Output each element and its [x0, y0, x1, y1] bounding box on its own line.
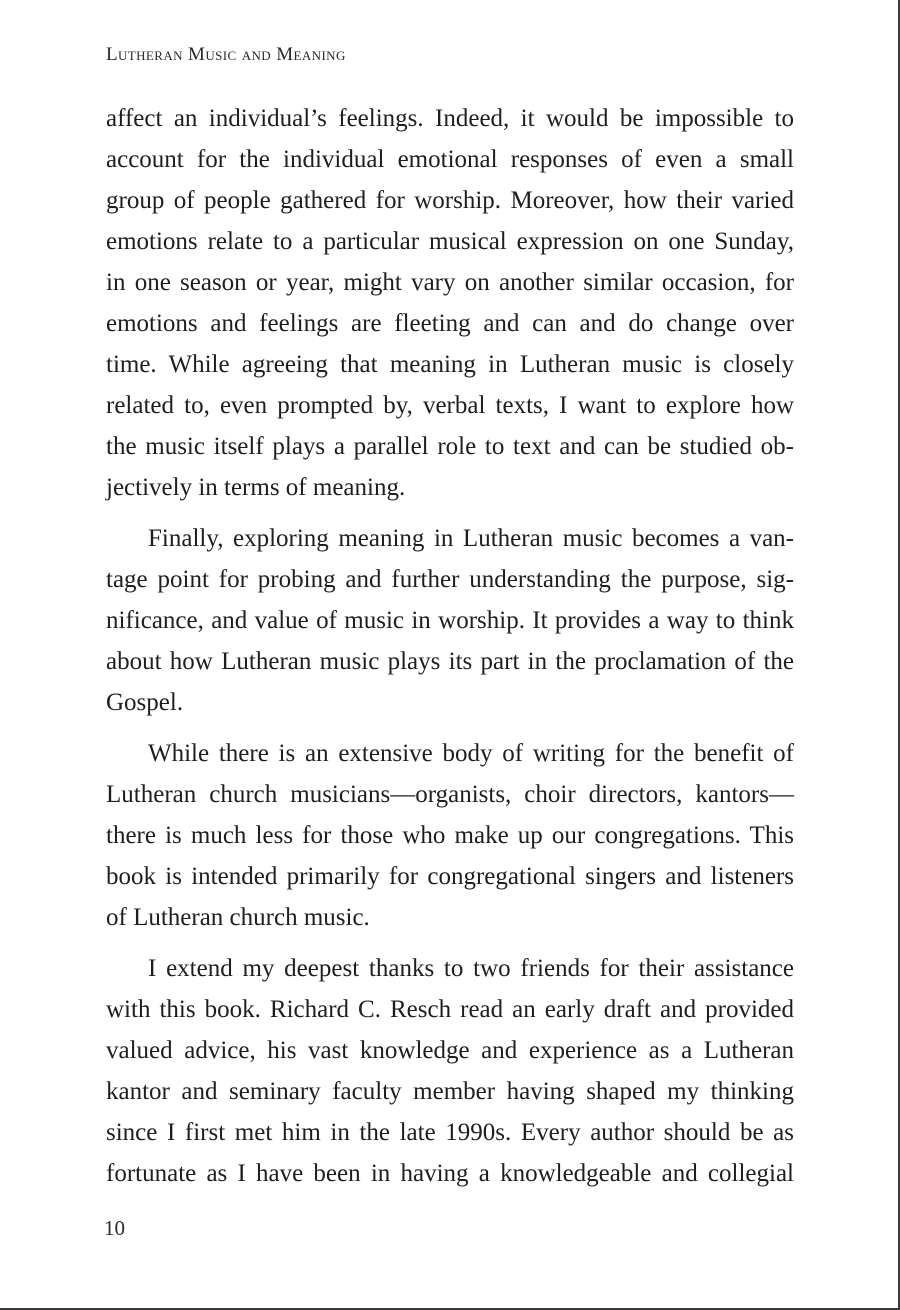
text-line: with this book. Richard C. Resch read an early draft and provided	[106, 996, 794, 1023]
text-line: emotions and feelings are fleeting and can and do change over	[106, 310, 794, 337]
text-line: in one season or year, might vary on another similar occasion, for	[106, 269, 794, 296]
text-line: time. While agreeing that meaning in Lutheran music is closely	[106, 351, 794, 378]
text-line: kantor and seminary faculty member having shaped my thinking	[106, 1078, 794, 1105]
text-line: Finally, exploring meaning in Lutheran music becomes a van-	[148, 525, 794, 552]
body-text	[106, 98, 794, 1204]
text-line: the music itself plays a parallel role to text and can be studied ob-	[106, 433, 794, 460]
text-line: affect an individual’s feelings. Indeed, it would be impossible to	[106, 105, 794, 132]
paragraph-3	[106, 733, 794, 938]
text-line: related to, even prompted by, verbal texts, I want to explore how	[106, 392, 794, 419]
text-line: I extend my deepest thanks to two friends for their assistance	[148, 955, 794, 982]
text-line: jectively in terms of meaning.	[106, 474, 406, 501]
text-line: While there is an extensive body of writing for the benefit of	[148, 740, 794, 767]
text-line: nificance, and value of music in worship. It provides a way to think	[106, 607, 794, 634]
text-line: fortunate as I have been in having a knowledgeable and collegial	[106, 1160, 794, 1187]
text-line: Gospel.	[106, 689, 184, 716]
text-line: Lutheran church musicians—organists, choir directors, kantors—	[106, 781, 794, 808]
text-line: since I first met him in the late 1990s. Every author should be as	[106, 1119, 794, 1146]
text-line: about how Lutheran music plays its part in the proclamation of the	[106, 648, 794, 675]
paragraph-4	[106, 948, 794, 1194]
running-head: Lutheran Music and Meaning	[106, 44, 346, 65]
text-line: group of people gathered for worship. Moreover, how their varied	[106, 187, 794, 214]
text-line: account for the individual emotional responses of even a small	[106, 146, 794, 173]
page-number: 10	[104, 1216, 125, 1240]
text-line: book is intended primarily for congregational singers and listeners	[106, 863, 794, 890]
text-line: of Lutheran church music.	[106, 904, 370, 931]
paragraph-1	[106, 98, 794, 508]
text-line: valued advice, his vast knowledge and experience as a Lutheran	[106, 1037, 794, 1064]
paragraph-2	[106, 518, 794, 723]
text-line: tage point for probing and further understanding the purpose, sig-	[106, 566, 794, 593]
text-line: there is much less for those who make up our congregations. This	[106, 822, 794, 849]
text-line: emotions relate to a particular musical expression on one Sunday,	[106, 228, 794, 255]
